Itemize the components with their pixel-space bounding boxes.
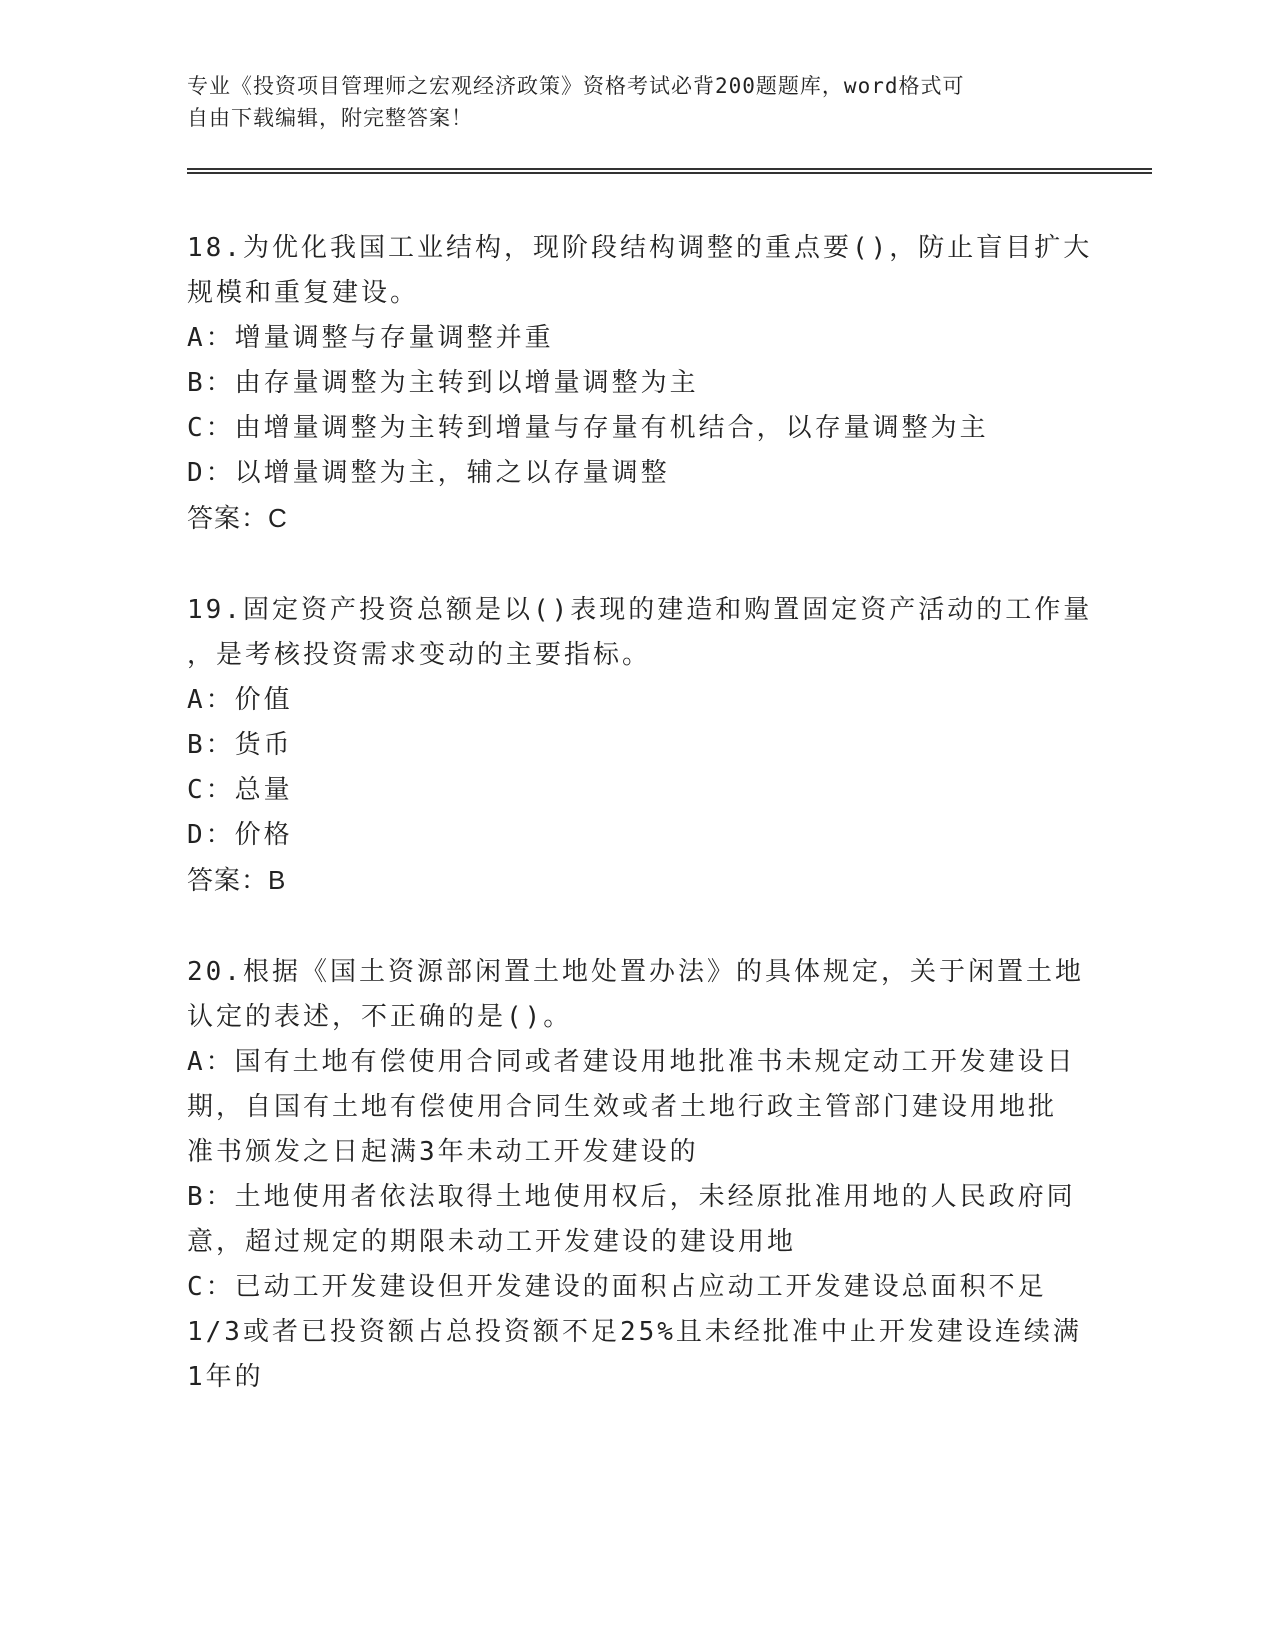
option-b-line: B：土地使用者依法取得土地使用权后，未经原批准用地的人民政府同 bbox=[187, 1182, 1076, 1212]
option-a-line: 期，自国有土地有偿使用合同生效或者土地行政主管部门建设用地批 bbox=[187, 1092, 1058, 1122]
question-stem-line: 规模和重复建设。 bbox=[187, 278, 420, 308]
option-b: B：由存量调整为主转到以增量调整为主 bbox=[187, 368, 699, 398]
option-d: D：价格 bbox=[187, 820, 293, 850]
header-divider bbox=[187, 168, 1152, 174]
option-c-line: C：已动工开发建设但开发建设的面积占应动工开发建设总面积不足 bbox=[187, 1272, 1047, 1302]
document-header bbox=[187, 70, 1067, 134]
option-c: C：由增量调整为主转到增量与存量有机结合，以存量调整为主 bbox=[187, 413, 989, 443]
option-a: A：价值 bbox=[187, 685, 293, 715]
question-stem-line: 认定的表述，不正确的是()。 bbox=[187, 1002, 573, 1032]
question-stem-line: 20.根据《国土资源部闲置土地处置办法》的具体规定，关于闲置土地 bbox=[187, 957, 1084, 987]
header-line: 专业《投资项目管理师之宏观经济政策》资格考试必背200题题库，word格式可 bbox=[187, 74, 965, 98]
option-a-line: A：国有土地有偿使用合同或者建设用地批准书未规定动工开发建设日 bbox=[187, 1047, 1076, 1077]
question-stem-line: ，是考核投资需求变动的主要指标。 bbox=[187, 640, 652, 670]
option-b-line: 意，超过规定的期限未动工开发建设的建设用地 bbox=[187, 1227, 797, 1257]
question-stem-line: 19.固定资产投资总额是以()表现的建造和购置固定资产活动的工作量 bbox=[187, 595, 1093, 625]
option-c-line: 1/3或者已投资额占总投资额不足25%且未经批准中止开发建设连续满 bbox=[187, 1317, 1082, 1347]
question-stem-line: 18.为优化我国工业结构，现阶段结构调整的重点要()，防止盲目扩大 bbox=[187, 233, 1093, 263]
option-c: C：总量 bbox=[187, 775, 293, 805]
document-page bbox=[187, 70, 1093, 1400]
question-19 bbox=[187, 588, 1093, 903]
option-a-line: 准书颁发之日起满3年未动工开发建设的 bbox=[187, 1137, 699, 1167]
header-line: 自由下载编辑，附完整答案！ bbox=[187, 106, 473, 130]
question-18 bbox=[187, 226, 1093, 541]
answer: 答案：B bbox=[187, 865, 287, 895]
option-a: A：增量调整与存量调整并重 bbox=[187, 323, 554, 353]
option-c-line: 1年的 bbox=[187, 1362, 264, 1392]
option-b: B：货币 bbox=[187, 730, 293, 760]
answer: 答案：C bbox=[187, 503, 288, 533]
option-d: D：以增量调整为主，辅之以存量调整 bbox=[187, 458, 670, 488]
question-20 bbox=[187, 950, 1084, 1400]
